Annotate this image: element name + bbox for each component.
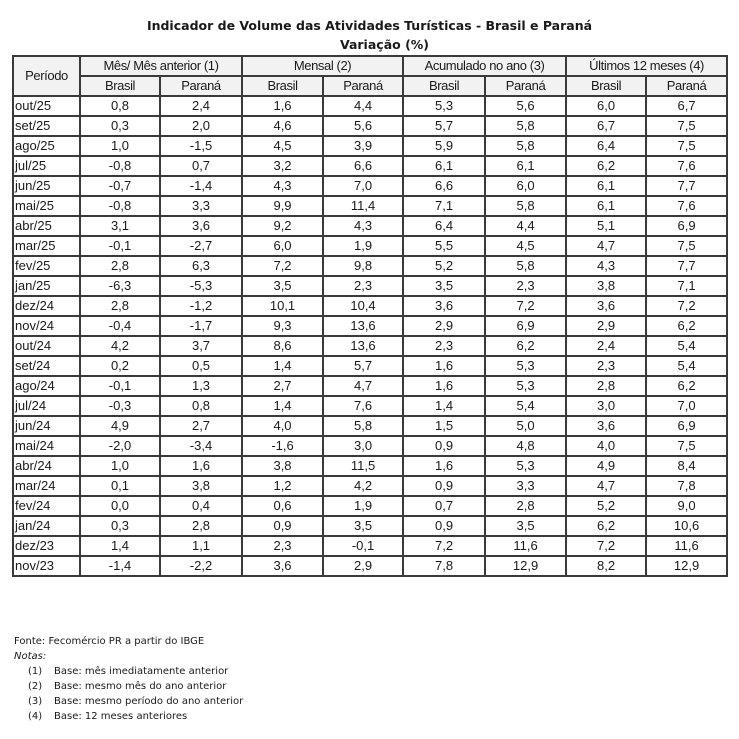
cell-acum-brasil: 6,4 [403,216,485,236]
cell-mom-parana: 6,3 [160,256,242,276]
note-text: Base: mesmo período do ano anterior [54,696,244,707]
cell-mensal-parana: 13,6 [323,316,403,336]
cell-acum-parana: 5,3 [485,376,566,396]
cell-acum-parana: 5,8 [485,116,566,136]
cell-acum-brasil: 6,6 [403,176,485,196]
cell-mom-brasil: 0,3 [80,516,160,536]
table-row [13,436,727,456]
cell-12m-parana: 7,8 [646,476,727,496]
cell-acum-parana: 4,5 [485,236,566,256]
cell-mensal-brasil: 1,4 [242,396,323,416]
cell-mom-brasil: -0,7 [80,176,160,196]
cell-period: jun/24 [13,416,80,436]
cell-mom-parana: 3,7 [160,336,242,356]
cell-mom-brasil: 0,3 [80,116,160,136]
cell-12m-brasil: 6,1 [566,176,646,196]
table-title: Indicador de Volume das Atividades Turísticas - Brasil e Paraná [146,18,593,33]
cell-12m-parana: 12,9 [646,556,727,576]
cell-mom-parana: -1,5 [160,136,242,156]
cell-period: out/25 [13,96,80,116]
cell-period: mar/24 [13,476,80,496]
cell-mom-brasil: 2,8 [80,296,160,316]
cell-mensal-parana: 5,6 [323,116,403,136]
subheader-brasil: Brasil [403,76,485,96]
cell-12m-brasil: 3,0 [566,396,646,416]
table-row [13,316,727,336]
cell-mensal-parana: 10,4 [323,296,403,316]
table-row [13,236,727,256]
cell-mensal-brasil: 3,5 [242,276,323,296]
cell-mom-brasil: -1,4 [80,556,160,576]
cell-12m-brasil: 6,2 [566,156,646,176]
cell-12m-brasil: 3,6 [566,296,646,316]
cell-period: mai/24 [13,436,80,456]
note-item [14,664,243,679]
cell-mensal-brasil: 2,7 [242,376,323,396]
cell-mensal-parana: 4,3 [323,216,403,236]
cell-12m-parana: 11,6 [646,536,727,556]
cell-mensal-brasil: 4,3 [242,176,323,196]
cell-period: mar/25 [13,236,80,256]
cell-acum-brasil: 7,1 [403,196,485,216]
cell-mensal-brasil: 0,9 [242,516,323,536]
cell-12m-parana: 8,4 [646,456,727,476]
cell-mom-parana: 0,5 [160,356,242,376]
cell-mom-brasil: -0,8 [80,196,160,216]
cell-acum-parana: 7,2 [485,296,566,316]
table-row [13,516,727,536]
cell-period: abr/24 [13,456,80,476]
cell-12m-parana: 7,7 [646,256,727,276]
cell-acum-parana: 3,3 [485,476,566,496]
table-row [13,296,727,316]
subheader-brasil: Brasil [242,76,323,96]
cell-acum-brasil: 7,2 [403,536,485,556]
cell-mom-parana: -2,2 [160,556,242,576]
cell-12m-parana: 7,5 [646,236,727,256]
table-row [13,556,727,576]
group-header-12meses: Últimos 12 meses (4) [566,56,727,76]
cell-mensal-brasil: 3,6 [242,556,323,576]
cell-mom-brasil: 0,2 [80,356,160,376]
cell-acum-parana: 5,3 [485,456,566,476]
header-row-regions [13,76,727,96]
cell-mom-brasil: -2,0 [80,436,160,456]
cell-mensal-brasil: 1,4 [242,356,323,376]
cell-acum-parana: 5,8 [485,136,566,156]
cell-acum-brasil: 5,2 [403,256,485,276]
cell-acum-parana: 5,8 [485,256,566,276]
cell-12m-brasil: 6,7 [566,116,646,136]
cell-mensal-brasil: 0,6 [242,496,323,516]
cell-12m-brasil: 6,4 [566,136,646,156]
cell-mensal-parana: 9,8 [323,256,403,276]
cell-period: mai/25 [13,196,80,216]
group-header-mom: Mês/ Mês anterior (1) [80,56,242,76]
cell-12m-brasil: 5,1 [566,216,646,236]
cell-acum-brasil: 5,3 [403,96,485,116]
cell-mensal-parana: 11,5 [323,456,403,476]
cell-12m-brasil: 2,9 [566,316,646,336]
subheader-parana: Paraná [646,76,727,96]
cell-mom-parana: 1,1 [160,536,242,556]
cell-acum-brasil: 1,5 [403,416,485,436]
cell-mensal-brasil: 1,6 [242,96,323,116]
table-row [13,116,727,136]
cell-mensal-parana: 2,3 [323,276,403,296]
cell-mensal-parana: 6,6 [323,156,403,176]
cell-mensal-brasil: 3,2 [242,156,323,176]
table-row [13,156,727,176]
cell-period: ago/25 [13,136,80,156]
cell-period: jul/24 [13,396,80,416]
notes-label: Notas: [14,651,47,662]
cell-mensal-parana: 4,4 [323,96,403,116]
subheader-parana: Paraná [160,76,242,96]
cell-12m-parana: 7,5 [646,136,727,156]
cell-mom-parana: -3,4 [160,436,242,456]
cell-mom-brasil: 1,0 [80,456,160,476]
cell-12m-brasil: 4,3 [566,256,646,276]
cell-mensal-brasil: -1,6 [242,436,323,456]
cell-acum-brasil: 6,1 [403,156,485,176]
cell-mensal-parana: 4,7 [323,376,403,396]
cell-mom-parana: -1,4 [160,176,242,196]
cell-acum-parana: 5,8 [485,196,566,216]
note-number: (1) [28,666,43,677]
cell-mensal-brasil: 4,6 [242,116,323,136]
cell-mom-brasil: 1,4 [80,536,160,556]
period-header: Período [13,56,80,96]
cell-mom-brasil: -0,1 [80,376,160,396]
cell-period: nov/24 [13,316,80,336]
cell-12m-parana: 6,2 [646,376,727,396]
cell-mom-brasil: 4,2 [80,336,160,356]
cell-mom-parana: 3,6 [160,216,242,236]
table-row [13,376,727,396]
cell-period: dez/23 [13,536,80,556]
cell-mom-parana: 2,8 [160,516,242,536]
cell-mensal-parana: 11,4 [323,196,403,216]
cell-acum-brasil: 1,4 [403,396,485,416]
cell-acum-brasil: 2,9 [403,316,485,336]
cell-acum-brasil: 0,9 [403,516,485,536]
cell-12m-parana: 10,6 [646,516,727,536]
cell-acum-brasil: 7,8 [403,556,485,576]
cell-12m-parana: 6,2 [646,316,727,336]
cell-mensal-brasil: 6,0 [242,236,323,256]
cell-mensal-brasil: 9,2 [242,216,323,236]
note-number: (4) [28,711,43,722]
cell-acum-brasil: 5,9 [403,136,485,156]
cell-period: jun/25 [13,176,80,196]
subheader-brasil: Brasil [80,76,160,96]
table-row [13,416,727,436]
cell-period: set/24 [13,356,80,376]
cell-acum-parana: 6,0 [485,176,566,196]
cell-mom-parana: -1,7 [160,316,242,336]
table-row [13,496,727,516]
cell-mensal-brasil: 2,3 [242,536,323,556]
cell-mensal-brasil: 9,3 [242,316,323,336]
cell-acum-parana: 5,4 [485,396,566,416]
header-row-groups [13,56,727,76]
cell-acum-brasil: 0,7 [403,496,485,516]
table-row [13,396,727,416]
cell-acum-parana: 6,9 [485,316,566,336]
cell-12m-parana: 5,4 [646,356,727,376]
cell-period: ago/24 [13,376,80,396]
tourism-volume-table [12,55,728,577]
cell-period: dez/24 [13,296,80,316]
note-item [14,709,243,724]
cell-12m-brasil: 3,6 [566,416,646,436]
cell-mensal-parana: 1,9 [323,496,403,516]
cell-mom-brasil: -0,1 [80,236,160,256]
group-header-mensal: Mensal (2) [242,56,403,76]
cell-mensal-parana: 5,7 [323,356,403,376]
subheader-parana: Paraná [323,76,403,96]
cell-mensal-parana: 2,9 [323,556,403,576]
cell-12m-brasil: 4,9 [566,456,646,476]
cell-acum-parana: 12,9 [485,556,566,576]
cell-mensal-parana: 3,0 [323,436,403,456]
cell-12m-parana: 7,5 [646,436,727,456]
cell-acum-parana: 4,8 [485,436,566,456]
cell-mom-brasil: 0,1 [80,476,160,496]
cell-period: set/25 [13,116,80,136]
cell-acum-parana: 3,5 [485,516,566,536]
cell-acum-brasil: 5,5 [403,236,485,256]
note-item [14,679,243,694]
cell-12m-brasil: 3,8 [566,276,646,296]
cell-12m-parana: 7,6 [646,196,727,216]
table-row [13,536,727,556]
cell-mom-parana: 0,8 [160,396,242,416]
cell-acum-parana: 2,8 [485,496,566,516]
cell-period: jul/25 [13,156,80,176]
cell-mom-parana: 2,4 [160,96,242,116]
cell-period: nov/23 [13,556,80,576]
cell-mensal-parana: 7,0 [323,176,403,196]
cell-mom-brasil: 3,1 [80,216,160,236]
cell-mom-parana: 0,7 [160,156,242,176]
cell-12m-parana: 6,9 [646,416,727,436]
table-footer [14,634,243,724]
cell-12m-brasil: 5,2 [566,496,646,516]
table-row [13,336,727,356]
cell-period: fev/24 [13,496,80,516]
cell-mom-parana: -1,2 [160,296,242,316]
cell-mom-parana: -2,7 [160,236,242,256]
table-row [13,356,727,376]
cell-12m-brasil: 4,0 [566,436,646,456]
cell-12m-parana: 7,5 [646,116,727,136]
cell-mensal-brasil: 1,2 [242,476,323,496]
cell-mensal-brasil: 10,1 [242,296,323,316]
cell-mom-brasil: -0,8 [80,156,160,176]
table-row [13,176,727,196]
source-note: Fonte: Fecomércio PR a partir do IBGE [14,636,205,647]
cell-mensal-brasil: 9,9 [242,196,323,216]
cell-acum-parana: 5,3 [485,356,566,376]
cell-mensal-parana: 3,5 [323,516,403,536]
cell-12m-brasil: 7,2 [566,536,646,556]
table-row [13,196,727,216]
cell-period: jan/24 [13,516,80,536]
cell-mensal-brasil: 4,0 [242,416,323,436]
note-number: (3) [28,696,43,707]
cell-acum-brasil: 0,9 [403,436,485,456]
cell-mensal-parana: 4,2 [323,476,403,496]
cell-mom-brasil: -6,3 [80,276,160,296]
table-row [13,216,727,236]
note-item [14,694,243,709]
cell-mom-brasil: 0,0 [80,496,160,516]
cell-12m-parana: 9,0 [646,496,727,516]
cell-12m-parana: 6,7 [646,96,727,116]
table-row [13,136,727,156]
cell-12m-brasil: 4,7 [566,236,646,256]
cell-mensal-parana: 1,9 [323,236,403,256]
cell-acum-parana: 6,1 [485,156,566,176]
cell-period: jan/25 [13,276,80,296]
cell-mom-brasil: 0,8 [80,96,160,116]
group-header-acumulado: Acumulado no ano (3) [403,56,566,76]
subheader-brasil: Brasil [566,76,646,96]
cell-mensal-brasil: 4,5 [242,136,323,156]
cell-acum-parana: 5,0 [485,416,566,436]
cell-mom-brasil: -0,3 [80,396,160,416]
cell-12m-brasil: 6,2 [566,516,646,536]
cell-mensal-parana: -0,1 [323,536,403,556]
cell-mom-brasil: 2,8 [80,256,160,276]
cell-mensal-brasil: 3,8 [242,456,323,476]
cell-mensal-parana: 3,9 [323,136,403,156]
cell-mom-brasil: 4,9 [80,416,160,436]
cell-mensal-brasil: 7,2 [242,256,323,276]
table-row [13,276,727,296]
cell-12m-parana: 7,7 [646,176,727,196]
cell-acum-brasil: 1,6 [403,456,485,476]
note-text: Base: mesmo mês do ano anterior [54,681,227,692]
cell-period: out/24 [13,336,80,356]
cell-acum-brasil: 1,6 [403,376,485,396]
cell-acum-parana: 11,6 [485,536,566,556]
cell-acum-parana: 6,2 [485,336,566,356]
cell-period: fev/25 [13,256,80,276]
cell-acum-brasil: 2,3 [403,336,485,356]
cell-mensal-parana: 5,8 [323,416,403,436]
cell-12m-brasil: 2,3 [566,356,646,376]
cell-acum-brasil: 1,6 [403,356,485,376]
cell-acum-parana: 4,4 [485,216,566,236]
cell-mom-parana: 3,3 [160,196,242,216]
cell-acum-parana: 2,3 [485,276,566,296]
cell-period: abr/25 [13,216,80,236]
cell-mom-parana: 3,8 [160,476,242,496]
cell-12m-brasil: 8,2 [566,556,646,576]
table-row [13,96,727,116]
note-text: Base: mês imediatamente anterior [54,666,229,677]
cell-12m-brasil: 4,7 [566,476,646,496]
cell-mom-parana: 0,4 [160,496,242,516]
cell-12m-parana: 5,4 [646,336,727,356]
cell-12m-parana: 7,2 [646,296,727,316]
cell-acum-parana: 5,6 [485,96,566,116]
cell-12m-brasil: 2,8 [566,376,646,396]
cell-12m-brasil: 6,1 [566,196,646,216]
cell-mensal-parana: 13,6 [323,336,403,356]
subheader-parana: Paraná [485,76,566,96]
cell-12m-brasil: 2,4 [566,336,646,356]
note-number: (2) [28,681,43,692]
cell-mom-parana: 2,0 [160,116,242,136]
cell-mom-parana: 1,3 [160,376,242,396]
cell-acum-brasil: 0,9 [403,476,485,496]
note-text: Base: 12 meses anteriores [54,711,188,722]
cell-mom-parana: 1,6 [160,456,242,476]
cell-mom-brasil: 1,0 [80,136,160,156]
cell-mom-parana: -5,3 [160,276,242,296]
table-body [13,96,727,576]
cell-acum-brasil: 3,6 [403,296,485,316]
cell-12m-brasil: 6,0 [566,96,646,116]
cell-12m-parana: 6,9 [646,216,727,236]
table-row [13,456,727,476]
table-row [13,476,727,496]
cell-12m-parana: 7,6 [646,156,727,176]
cell-mom-parana: 2,7 [160,416,242,436]
cell-acum-brasil: 3,5 [403,276,485,296]
table-subtitle: Variação (%) [339,37,430,52]
cell-mensal-brasil: 8,6 [242,336,323,356]
cell-12m-parana: 7,0 [646,396,727,416]
cell-12m-parana: 7,1 [646,276,727,296]
cell-mom-brasil: -0,4 [80,316,160,336]
cell-acum-brasil: 5,7 [403,116,485,136]
cell-mensal-parana: 7,6 [323,396,403,416]
table-row [13,256,727,276]
